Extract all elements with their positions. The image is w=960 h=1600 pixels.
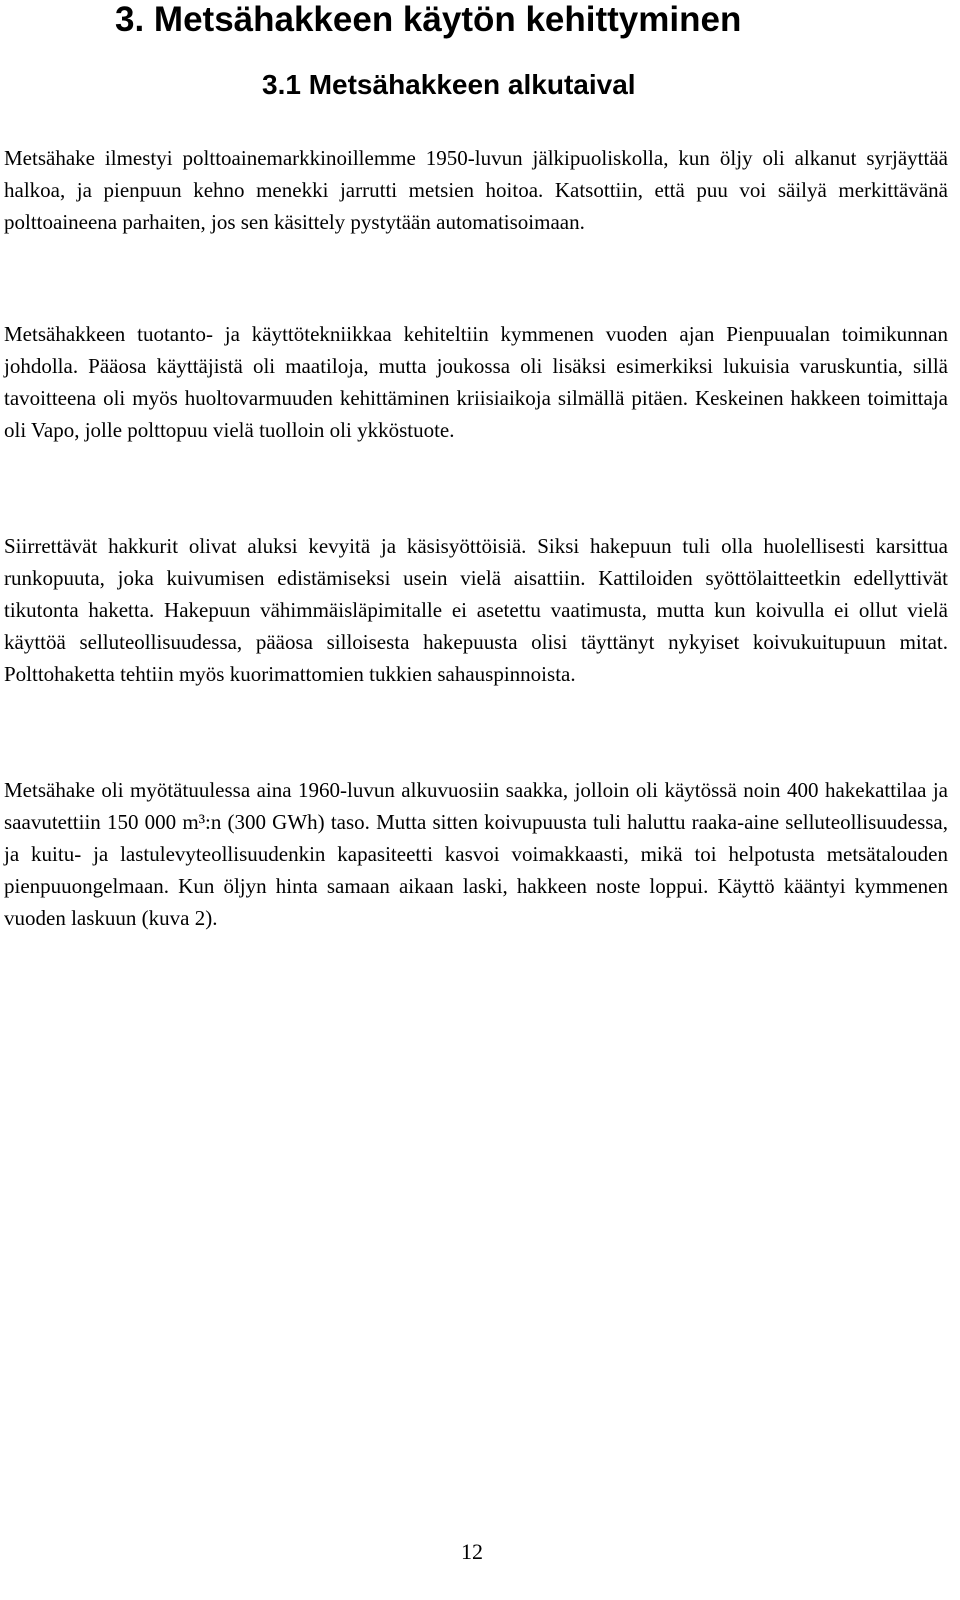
chapter-title: 3. Metsähakkeen käytön kehittyminen: [115, 0, 742, 39]
paragraph-3: Siirrettävät hakkurit olivat aluksi kevyitä ja käsisyöttöisiä. Siksi hakepuun tuli olla huolellisesti karsittua runkopuuta, joka kuivumisen edistämiseksi usein vielä aisattiin. Kattiloiden syöttölaitteetkin edellyttivät tikutonta haketta. Hakepuun vähimmäisläpimitalle ei asetettu vaatimusta, mutta kun koivulla ei ollut vielä käyttöä selluteollisuudessa, pääosa silloisesta hakepuusta olisi täyttänyt nykyiset koivukuitupuun mitat. Polttohaketta tehtiin myös kuorimattomien tukkien sahauspinnoista.: [4, 534, 948, 686]
paragraph-1: Metsähake ilmestyi polttoainemarkkinoillemme 1950-luvun jälkipuoliskolla, kun öljy oli alkanut syrjäyttää halkoa, ja pienpuun kehno menekki jarrutti metsien hoitoa. Katsottiin, että puu voi säilyä merkittävänä polttoaineena parhaiten, jos sen käsittely pystytään automatisoimaan.: [4, 146, 948, 234]
page-number: 12: [461, 1539, 483, 1564]
section-title: 3.1 Metsähakkeen alkutaival: [262, 69, 636, 100]
paragraph-4: Metsähake oli myötätuulessa aina 1960-luvun alkuvuosiin saakka, jolloin oli käytössä noin 400 hakekattilaa ja saavutettiin 150 000 m³:n (300 GWh) taso. Mutta sitten koivupuusta tuli haluttu raaka-aine selluteollisuudessa, ja kuitu- ja lastulevyteollisuudenkin kapasiteetti kasvoi voimakkaasti, mikä toi helpotusta metsätalouden pienpuuongelmaan. Kun öljyn hinta samaan aikaan laski, hakkeen noste loppui. Käyttö kääntyi kymmenen vuoden laskuun (kuva 2).: [4, 778, 948, 930]
paragraph-2: Metsähakkeen tuotanto- ja käyttötekniikkaa kehiteltiin kymmenen vuoden ajan Pienpuualan toimikunnan johdolla. Pääosa käyttäjistä oli maatiloja, mutta joukossa oli lisäksi esimerkiksi lukuisia varuskuntia, sillä tavoitteena oli myös huoltovarmuuden kehittäminen kriisiaikoja silmällä pitäen. Keskeinen hakkeen toimittaja oli Vapo, jolle polttopuu vielä tuolloin oli ykköstuote.: [4, 322, 948, 442]
